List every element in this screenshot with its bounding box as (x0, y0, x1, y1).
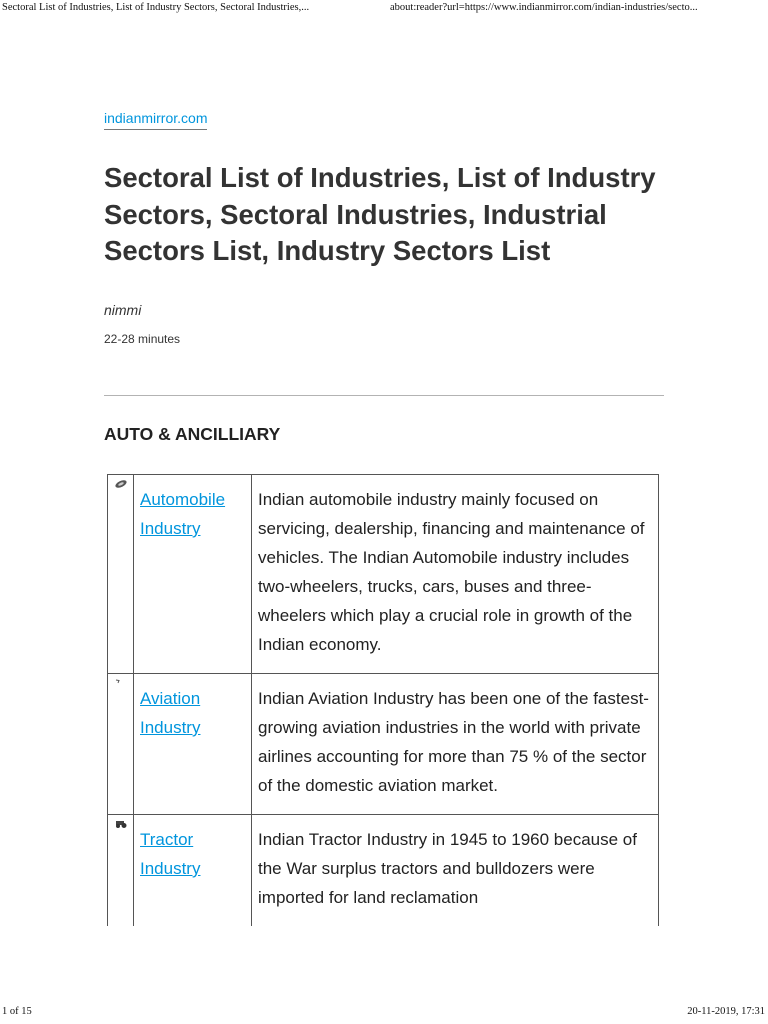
description-cell: Indian automobile industry mainly focused on servicing, dealership, financing and maintenance of vehicles. The Indian Automobile industry includes two-wheelers, trucks, cars, buses and three-wheelers which play a crucial role in growth of the Indian economy. (252, 475, 659, 674)
tractor-thumbnail-icon (114, 819, 128, 829)
table-row (108, 815, 659, 927)
table-row (108, 475, 659, 674)
airplane-thumbnail-icon (114, 678, 124, 686)
header-divider (104, 395, 664, 396)
icon-cell (108, 674, 134, 815)
reading-time: 22-28 minutes (104, 331, 181, 346)
source-domain-link[interactable]: indianmirror.com (104, 110, 207, 130)
article-author: nimmi (104, 301, 142, 318)
name-cell (134, 815, 252, 927)
name-cell (134, 674, 252, 815)
article-title: Sectoral List of Industries, List of Industry Sectors, Sectoral Industries, Industrial Sectors List, Industry Sectors List (104, 162, 656, 266)
print-header-url: about:reader?url=https://www.indianmirror.com/indian-industries/secto... (390, 2, 698, 13)
automobile-industry-link[interactable]: Automobile Industry (140, 490, 226, 538)
section-heading: AUTO & ANCILLIARY (104, 424, 281, 444)
icon-cell (108, 815, 134, 927)
industry-table (107, 474, 659, 926)
description-cell: Indian Aviation Industry has been one of the fastest-growing aviation industries in the world with private airlines accounting for more than 75 % of the sector of the domestic aviation market. (252, 674, 659, 815)
table-row (108, 674, 659, 815)
icon-cell (108, 475, 134, 674)
print-header (0, 2, 768, 18)
name-cell (134, 475, 252, 674)
description-cell: Indian Tractor Industry in 1945 to 1960 because of the War surplus tractors and bulldozers were imported for land reclamation (252, 815, 659, 927)
print-header-title: Sectoral List of Industries, List of Industry Sectors, Sectoral Industries,... (2, 2, 310, 13)
car-thumbnail-icon (114, 479, 128, 489)
article (104, 110, 664, 907)
page-number: 1 of 15 (2, 1006, 32, 1017)
print-footer (0, 1006, 768, 1022)
tractor-industry-link[interactable]: Tractor Industry (140, 830, 201, 878)
aviation-industry-link[interactable]: Aviation Industry (140, 689, 201, 737)
print-datetime: 20-11-2019, 17:31 (687, 1006, 765, 1017)
